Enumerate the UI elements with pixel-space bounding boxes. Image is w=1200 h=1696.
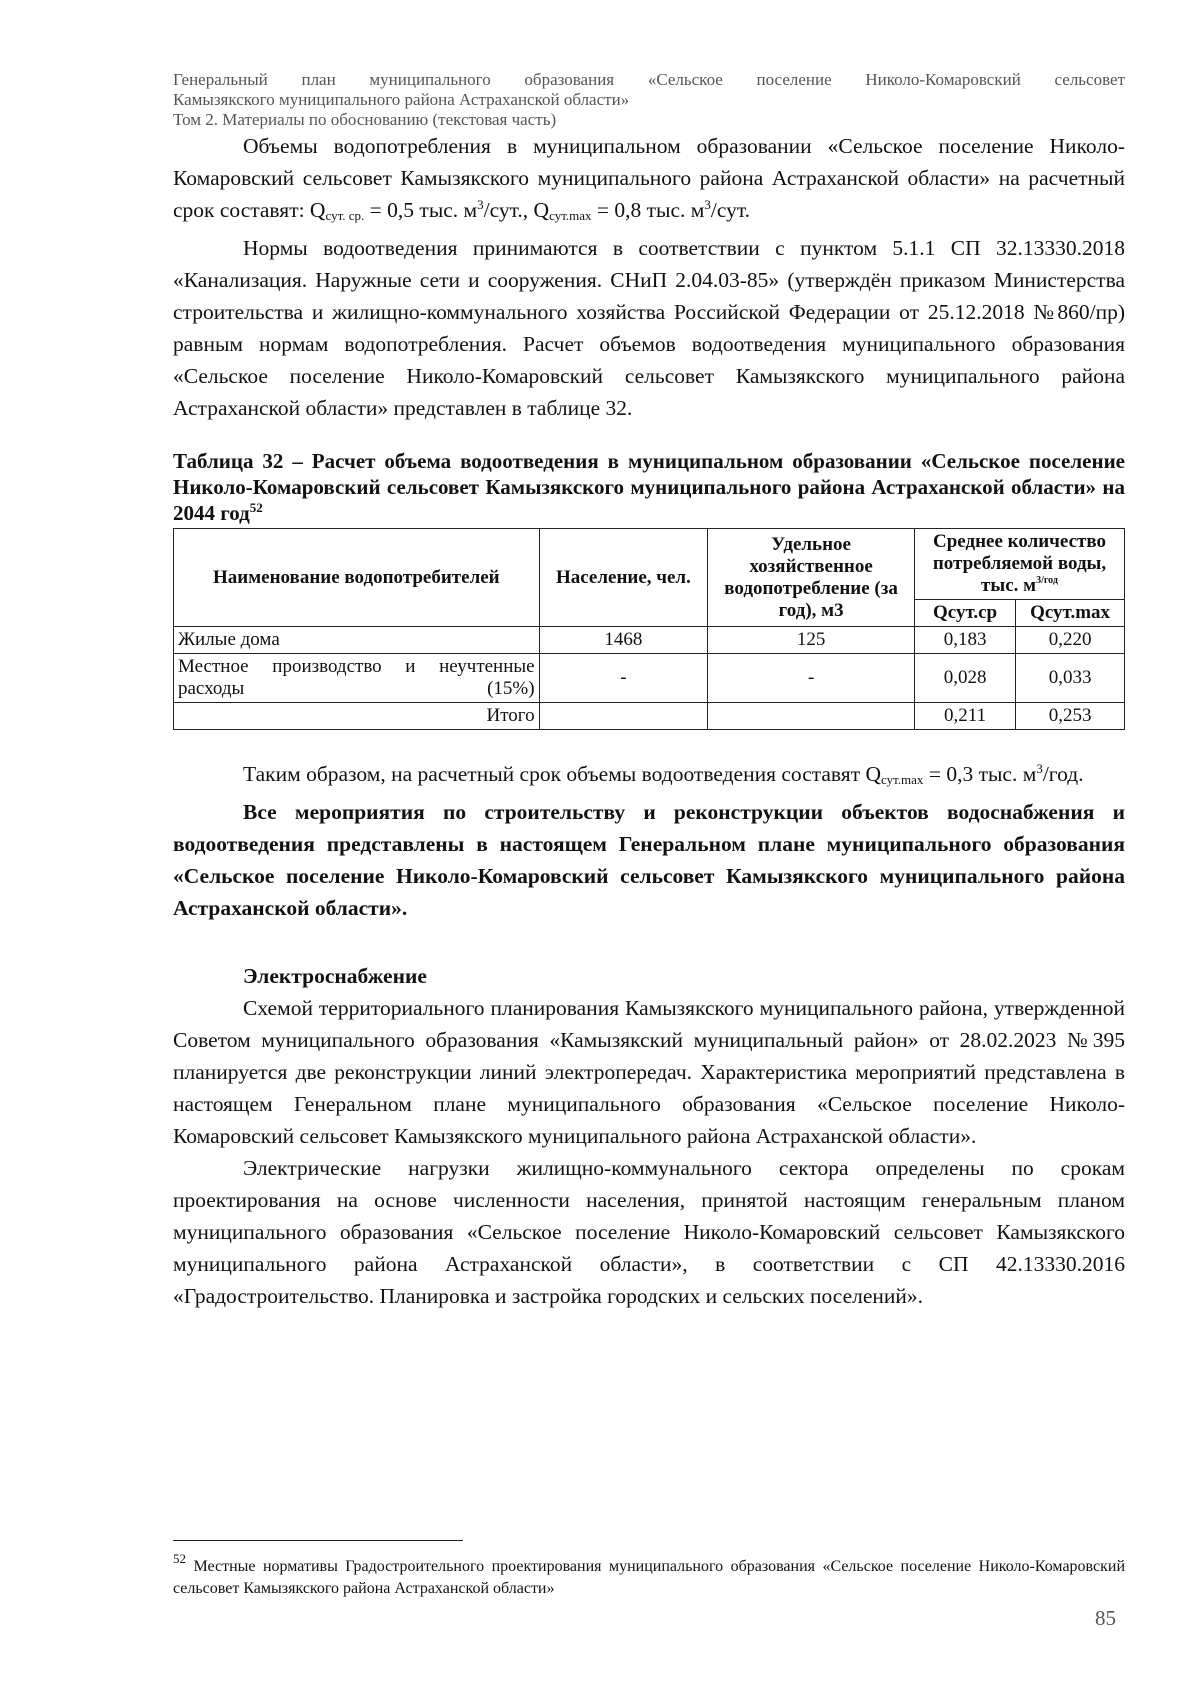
- header-line-2: Камызякского муниципального района Астраханской области»: [173, 90, 630, 109]
- paragraph-power-loads: Электрические нагрузки жилищно-коммунального сектора определены по срокам проектирования на основе численности населения, принятой настоящим генеральным планом муниципального образования «Сельское поселение Николо-Комаровский сельсовет Камызякского муниципального района Астраханской области», в соответствии с СП 42.13330.2016 «Градостроительство. Планировка и застройка городских и сельских поселений».: [173, 1156, 1125, 1308]
- section-title: Электроснабжение: [243, 964, 427, 988]
- document-page: [173, 70, 1125, 1312]
- header-line-3: Том 2. Материалы по обоснованию (текстовая часть): [173, 110, 557, 129]
- drainage-table: [173, 528, 1125, 730]
- running-header: [173, 70, 1125, 130]
- table-row: Местное производство и неучтенные расходы (15%) - - 0,028 0,033: [174, 654, 1125, 703]
- footnote: $^{52}$ Местные нормативы Градостроительного проектирования муниципального образования «Сельское поселение Николо-Комаровский сельсовет Камызякского района Астраханской области»: [173, 1551, 1125, 1597]
- table-caption: Таблица 32 – Расчет объема водоотведения в муниципальном образовании «Сельское поселение Николо-Комаровский сельсовет Камызякского муниципального района Астраханской области» на 2044 год$^{52}$: [173, 449, 1125, 525]
- paragraph-power-scheme: Схемой территориального планирования Камызякского муниципального района, утвержденной Советом муниципального образования «Камызякский муниципальный район» от 28.02.2023 №395 планируется две реконструкции линий электропередач. Характеристика мероприятий представлена в настоящем Генеральном плане муниципального образования «Сельское поселение Николо-Комаровский сельсовет Камызякского муниципального района Астраханской области».: [173, 996, 1125, 1148]
- header-average-amount: Среднее количество потребляемой воды, тыс. $м^{3/год}$: [914, 529, 1124, 600]
- paragraph-drainage-norms: Нормы водоотведения принимаются в соответствии с пунктом 5.1.1 СП 32.13330.2018 «Канализация. Наружные сети и сооружения. СНиП 2.04.03-85» (утверждён приказом Министерства строительства и жилищно-коммунального хозяйства Российской Федерации от 25.12.2018 №860/пр) равным нормам водопотребления. Расчет объемов водоотведения муниципального образования «Сельское поселение Николо-Комаровский сельсовет Камызякского муниципального района Астраханской области» представлен в таблице 32.: [173, 236, 1125, 420]
- footnote-ref: 52: [249, 500, 263, 515]
- header-population: Население, чел.: [539, 529, 708, 627]
- paragraph-measures: Все мероприятия по строительству и реконструкции объектов водоснабжения и водоотведения представлены в настоящем Генеральном плане муниципального образования «Сельское поселение Николо-Комаровский сельсовет Камызякского муниципального района Астраханской области».: [173, 800, 1125, 920]
- table-row: Жилые дома 1468 125 0,183 0,220: [174, 627, 1125, 654]
- header-q-avg: Qсут.ср: [914, 600, 1015, 627]
- header-specific-consumption: Удельное хозяйственное водопотребление (за год), м3: [708, 529, 915, 627]
- header-q-max: Qсут.max: [1016, 600, 1125, 627]
- page-number: 85: [1095, 1606, 1116, 1630]
- header-line-1: Генеральный план муниципального образования «Сельское поселение Николо-Комаровский сельсовет: [173, 70, 1125, 89]
- header-name: Наименование водопотребителей: [174, 529, 540, 627]
- paragraph-drainage-volume: Таким образом, на расчетный срок объемы водоотведения составят $Q_{сут.max} = 0,3$ тыс. $м^3$/год.: [243, 761, 1084, 787]
- footnote-separator: [173, 1540, 463, 1541]
- table-row-total: Итого 0,211 0,253: [174, 703, 1125, 730]
- paragraph-water-consumption: Объемы водопотребления в муниципальном образовании «Сельское поселение Николо-Комаровский сельсовет Камызякского муниципального района Астраханской области» на расчетный срок составят: $Q_{сут. ср.} = 0,5$ тыс. $м^3$/сут., $Q_{сут.max} = 0,8$ тыс. $м^3$/сут.: [173, 134, 1125, 223]
